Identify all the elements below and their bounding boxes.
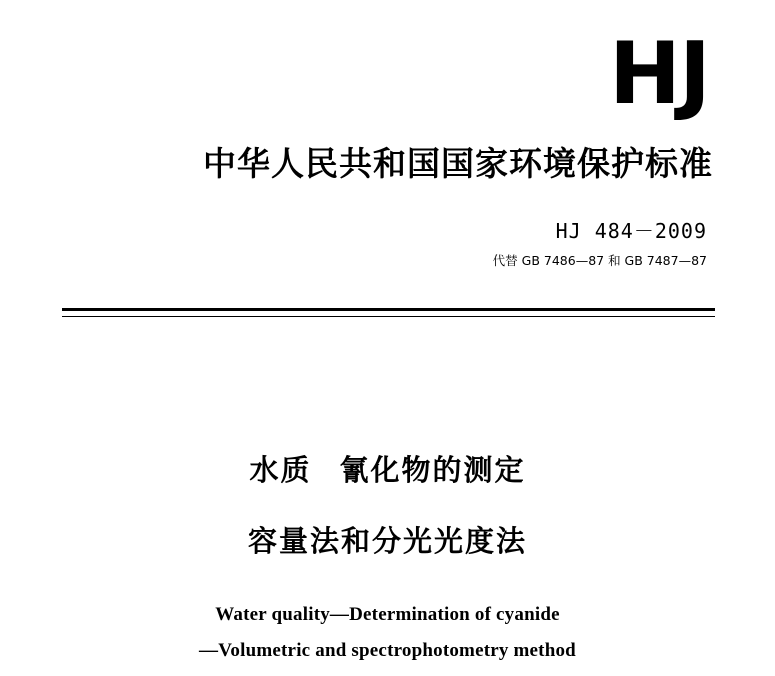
document-header (60, 24, 715, 269)
divider-rule-thin (62, 316, 715, 317)
hj-logo: HJ (609, 24, 709, 124)
document-title-chinese-line2: 容量法和分光光度法 (247, 524, 527, 558)
replaced-standards-note: 代替 GB 7486—87 和 GB 7487—87 (492, 252, 707, 268)
standard-title-chinese: 中华人民共和国国家环境保护标准 (203, 143, 713, 183)
document-title-english-line1: Water quality—Determination of cyanide (215, 604, 560, 625)
document-title-chinese-line1 (0, 448, 775, 489)
standard-number: HJ 484－2009 (555, 218, 707, 243)
divider-rule-thick (62, 308, 715, 311)
title-subject: 水质 (249, 453, 312, 487)
document-title-english-line2: —Volumetric and spectrophotometry method (199, 640, 576, 661)
title-method-subject: 氰化物的测定 (339, 453, 526, 487)
document-title-block (0, 448, 775, 662)
